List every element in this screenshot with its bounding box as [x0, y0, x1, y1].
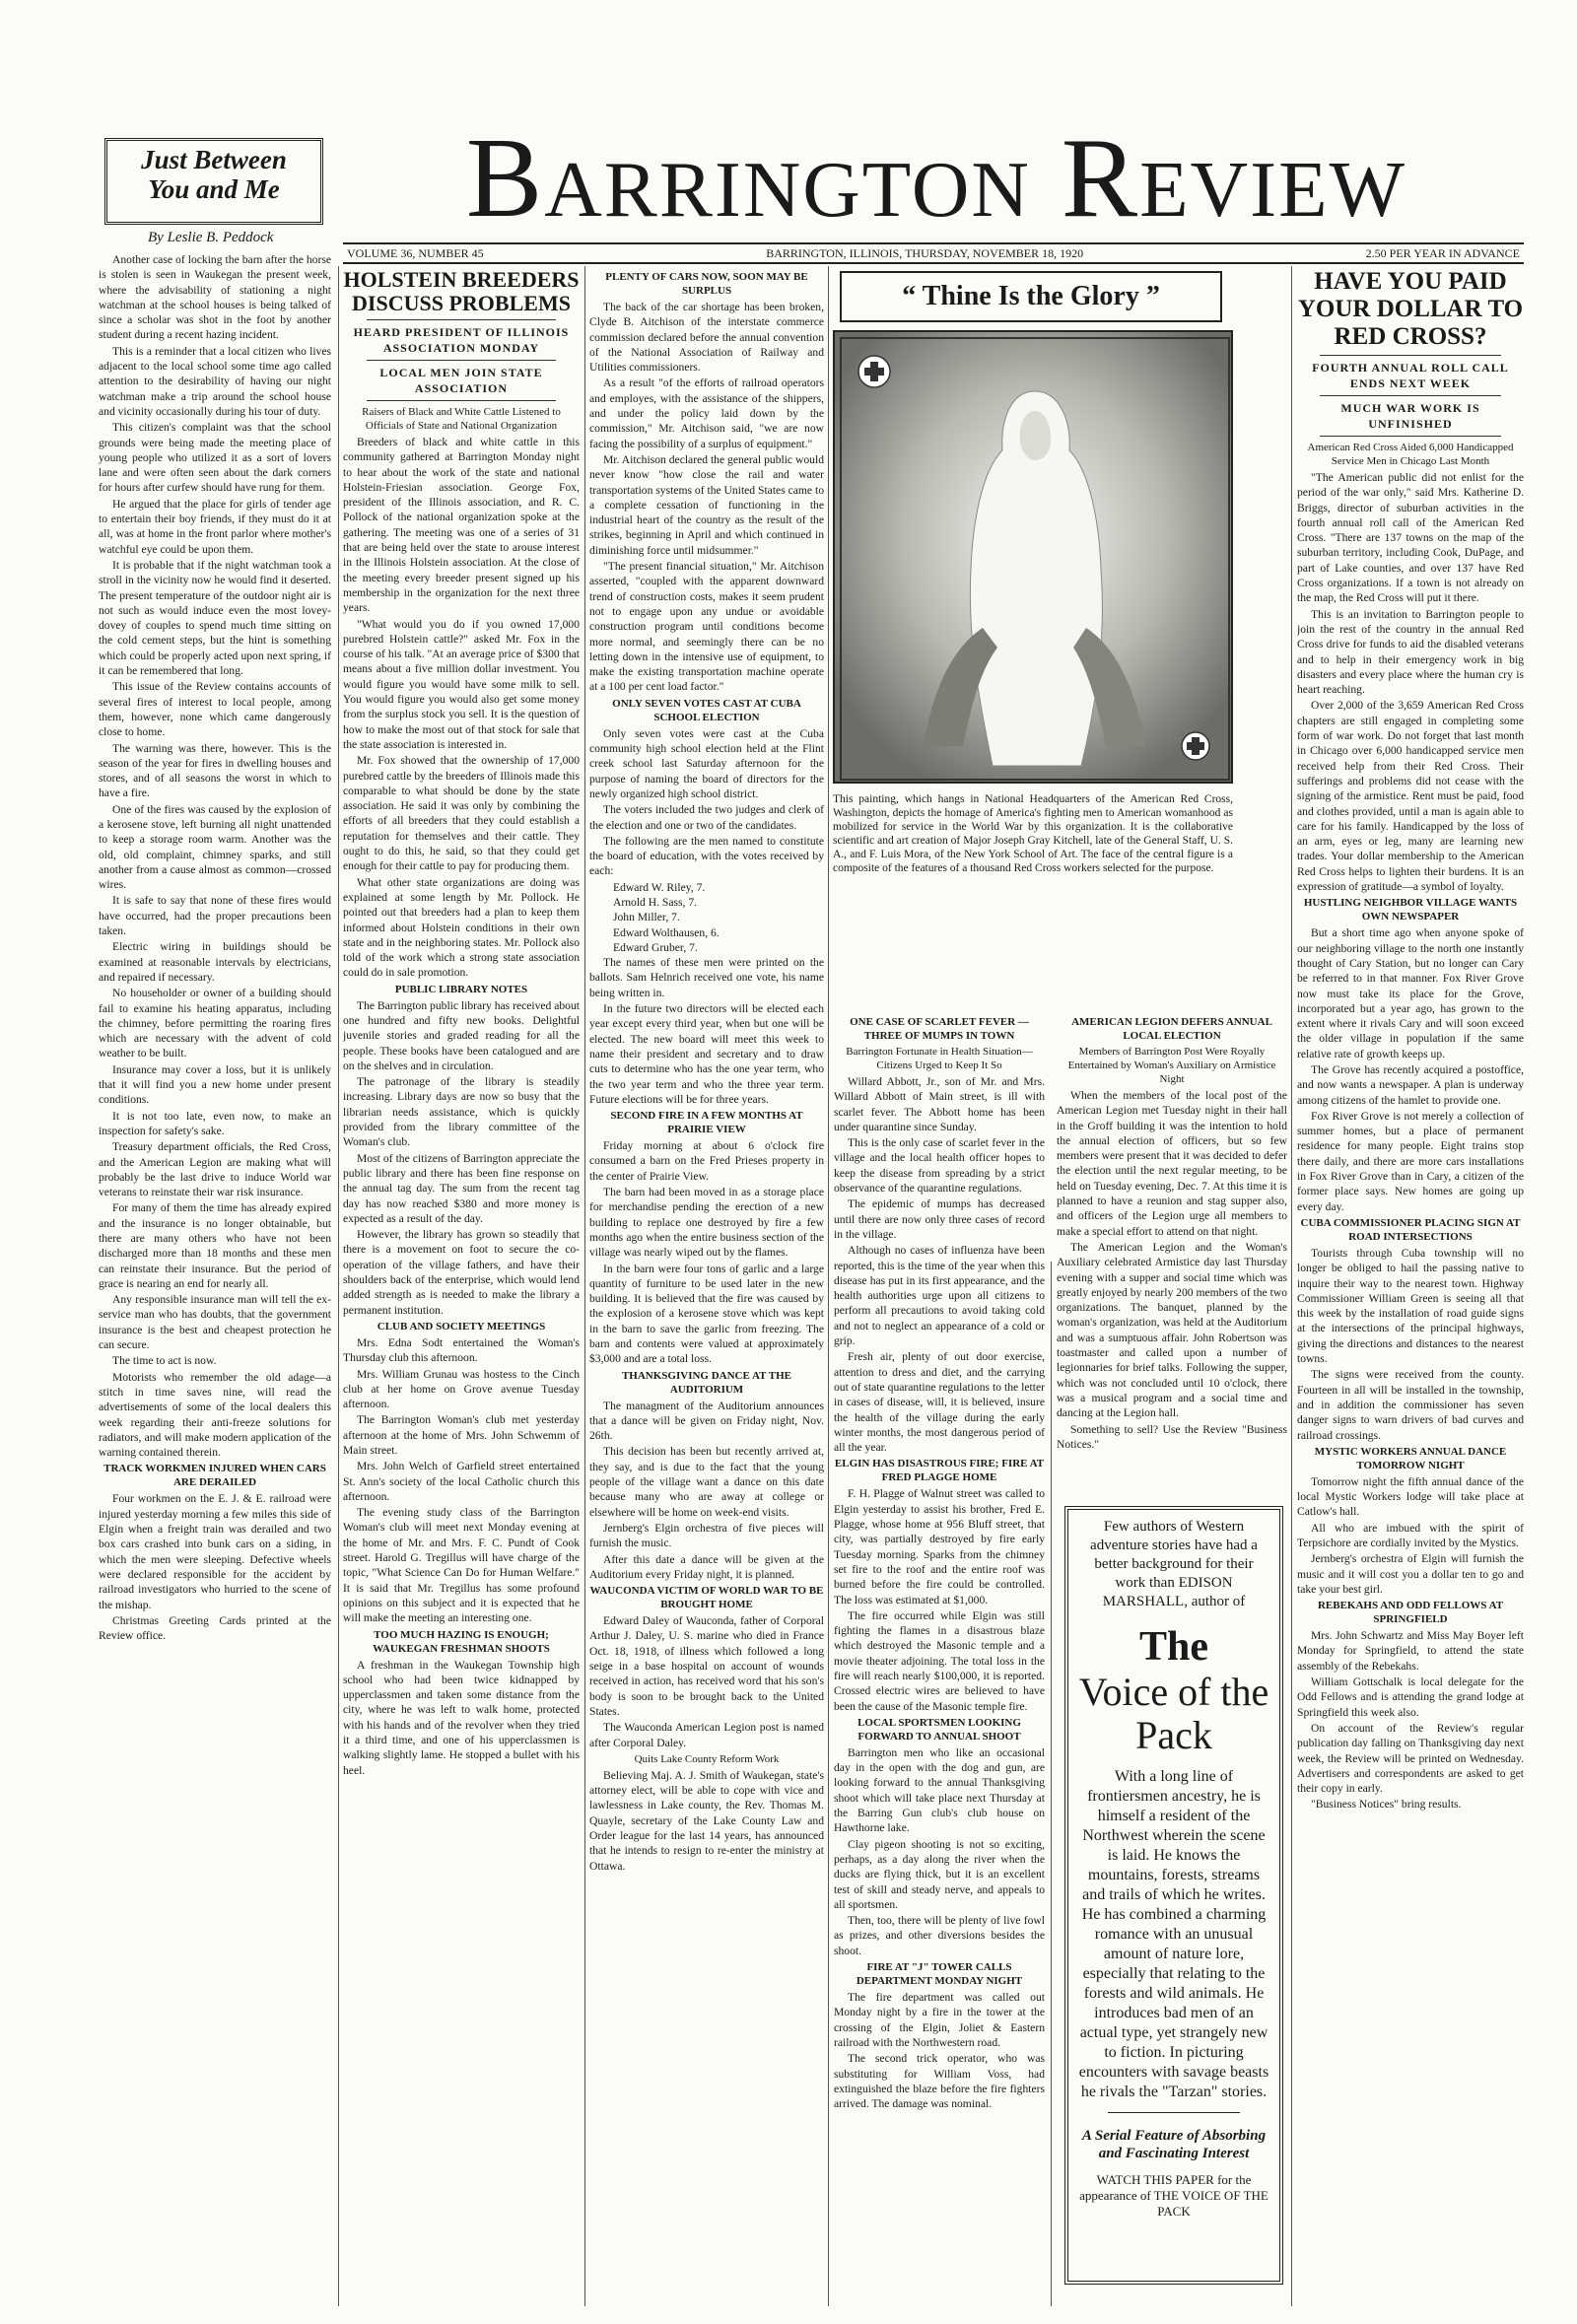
column-cars — [589, 268, 824, 2308]
paragraph: Mr. Fox showed that the ownership of 17,000 purebred cattle by the breeders of Illinois made this comparable to what should be done by the state association. He said it was only by combining the efforts of all breeders that they could establish a reputation for themselves and their cattle. They ought to do this, he said, so that they could get enough for their cattle to pay for producing them. — [343, 754, 580, 873]
paragraph: Mrs. John Schwartz and Miss May Boyer left Monday for Springfield, to attend the state assembly of the Rebekahs. — [1297, 1629, 1524, 1673]
column-title-line2: You and Me — [148, 174, 280, 204]
paragraph: William Gottschalk is local delegate for the Odd Fellows and is attending the grand lodge at Springfield this week also. — [1297, 1675, 1524, 1719]
paragraph: The Wauconda American Legion post is named after Corporal Daley. — [589, 1721, 824, 1749]
paragraph: Willard Abbott, Jr., son of Mr. and Mrs. Willard Abbott of Main street, is ill with scarlet fever. The Abbott home has been under quarantine since Sunday. — [834, 1075, 1045, 1133]
dateline — [343, 242, 1524, 264]
paragraph: "The present financial situation," Mr. Aitchison asserted, "coupled with the apparent downward trend of construction costs, makes it seem prudent not to engage upon any undue or avoidable construction program until conditions become more normal, and seemingly there can be no letting down in the intensive use of equipment, to make the existing transportation machine operate at a 100 per cent load factor." — [589, 560, 824, 694]
subhead: MUCH WAR WORK IS UNFINISHED — [1340, 401, 1480, 431]
paragraph: The time to act is now. — [112, 1354, 217, 1368]
headline-cuba-election: ONLY SEVEN VOTES CAST AT CUBA SCHOOL ELECTION — [612, 697, 801, 723]
divider — [1320, 395, 1501, 396]
divider — [1108, 2112, 1240, 2113]
paragraph: He argued that the place for girls of tender age to entertain their boy friends, if they must do it at all, was at home in the front parlor where mother's watchful eye could be upon them. — [99, 497, 331, 556]
paragraph: Over 2,000 of the 3,659 American Red Cross chapters are still engaged in completing some form of war work. Do not forget that last month in Chicago over 6,000 handicapped service men received help from their Red Cross. Their sufferings and problems did not cease with the signing of the armistice. Rent must be paid, food and clothes provided, until a man is again able to care for his family. Handicapped by the loss of an arm, eyes or leg, many are learning new trades. Your dollar membership to the American Red Cross helps to lighten their burdens. It is an expression of gratitude—a symbol of loyalty. — [1297, 699, 1524, 894]
list-item: Edward Wolthausen, 6. — [613, 925, 720, 939]
paragraph: Fox River Grove is not merely a collection of summer homes, but a place of permanent residence for many people. Eight trains stop there daily, and there are more cars installations in Fox River Grove than in Cary, a citizen of the former place says. New homes are going up every day. — [1297, 1109, 1524, 1213]
paragraph: The signs were received from the county. Fourteen in all will be installed in the township, and in addition the commissioner has seven danger signs to warn drivers of bad curves and railroad crossings. — [1297, 1368, 1524, 1442]
list-item: Edward W. Riley, 7. — [613, 880, 706, 894]
paragraph: Christmas Greeting Cards printed at the Review office. — [99, 1613, 331, 1643]
headline-library: PUBLIC LIBRARY NOTES — [394, 983, 528, 995]
headline-cars: PLENTY OF CARS NOW, SOON MAY BE SURPLUS — [605, 271, 808, 297]
deck: Members of Barrington Post Were Royally Entertained by Woman's Auxiliary on Armistice Night — [1067, 1046, 1276, 1085]
column-red-cross — [1297, 268, 1524, 2308]
paragraph: It is not too late, even now, to make an inspection for safety's sake. — [99, 1109, 331, 1137]
paragraph: A freshman in the Waukegan Township high school who had been twice kidnapped by upperclassmen and taken some distance from the city, where he was left to walk home, protected with his hands and of the revolver when they tried it a third time, and one of his upperclassmen is walking slightly lame. He stopped a bullet with his heel. — [343, 1658, 580, 1777]
masthead: Barrington Review — [465, 115, 1407, 241]
paragraph: Most of the citizens of Barrington appreciate the public library and there has been fine response on the annual tag day. The sum from the recent tag day has now reached $380 and more money is expected as a result of the day. — [343, 1151, 580, 1225]
paragraph: Mrs. William Grunau was hostess to the Cinch club at her home on Grove avenue Tuesday afternoon. — [343, 1367, 580, 1411]
paragraph: After this date a dance will be given at the Auditorium every Friday night, it is planned. — [589, 1552, 824, 1581]
headline-neighbor-village: HUSTLING NEIGHBOR VILLAGE WANTS OWN NEWSPAPER — [1303, 897, 1518, 923]
paragraph: The fire department was called out Monday night by a fire in the tower at the crossing of the Elgin, Joliet & Eastern railroad with the Northwestern road. — [834, 1991, 1045, 2049]
paragraph: Friday morning at about 6 o'clock fire consumed a barn on the Fred Prieses property in the center of Prairie View. — [589, 1139, 824, 1183]
column-health — [834, 1013, 1045, 2306]
paragraph: What other state organizations are doing was explained at some length by Mr. Pollock. He pointed out that breeders had a plan to keep them informed about Holstein conditions in their own state and in the neighboring states. Mr. Pollock also told of the work which a strong state association could do in sale promotion. — [343, 875, 580, 980]
vote-list — [589, 880, 824, 955]
headline-thanksgiving-dance: THANKSGIVING DANCE AT THE AUDITORIUM — [621, 1369, 792, 1396]
deck: Raisers of Black and White Cattle Listened to Officials of State and National Organization — [362, 406, 561, 432]
paragraph: The names of these men were printed on the ballots. Sam Helnrich received one vote, his name being written in. — [589, 956, 824, 999]
deck: American Red Cross Aided 6,000 Handicapped Service Men in Chicago Last Month — [1307, 442, 1514, 467]
headline-rebekahs: REBEKAHS AND ODD FELLOWS AT SPRINGFIELD — [1317, 1600, 1504, 1626]
paragraph: The voters included the two judges and clerk of the election and one or two of the candidates. — [589, 803, 824, 832]
column-rule — [1291, 266, 1292, 2306]
paragraph: Four workmen on the E. J. & E. railroad were injured yesterday morning a few miles this side of Elgin when a freight train was derailed and two box cars crashed into bunk cars on a siding, in which the men were sleeping. Defective wheels were declared responsible for the accident by railroad investigators who hurried to the scene of the mishap. — [99, 1492, 331, 1611]
paragraph: One of the fires was caused by the explosion of a kerosene stove, left burning all night unattended to keep a storage room warm. Another was the old, old complaint, chimney sparks, and still another from a cause almost as common—crossed wires. — [99, 802, 331, 892]
headline-hazing: TOO MUCH HAZING IS ENOUGH; WAUKEGAN FRESHMAN SHOOTS — [373, 1628, 550, 1655]
divider — [1320, 355, 1501, 356]
paragraph: The second trick operator, who was substituting for William Voss, had extinguished the blaze before the fire fighters arrived. The damage was nominal. — [834, 2052, 1045, 2111]
list-item: Arnold H. Sass, 7. — [613, 895, 698, 909]
paragraph: This is an invitation to Barrington people to join the rest of the country in the annual Red Cross drive for funds to aid the disabled veterans and to help in their emergency work in big disasters and every place where the human cry is heart reaching. — [1297, 607, 1524, 697]
list-item: Edward Gruber, 7. — [613, 940, 698, 954]
headline-cuba-signs: CUBA COMMISSIONER PLACING SIGN AT ROAD INTERSECTIONS — [1300, 1216, 1521, 1243]
volume-number: VOLUME 36, NUMBER 45 — [347, 245, 484, 260]
paragraph: For many of them the time has already expired and the insurance is no longer obtainable, but there are many others who have not been discharged more than 18 months and these men can reinstate their insurance. But the period of grace is nearing an end for nearly all. — [99, 1201, 331, 1290]
column-just-between — [99, 252, 331, 2307]
painting-illustration — [835, 332, 1233, 784]
column-legion — [1057, 1013, 1287, 1501]
column-rule — [828, 266, 829, 2306]
paragraph: This issue of the Review contains accounts of several fires of interest to local people, among them, however, none which came dangerously close to home. — [99, 680, 331, 739]
paragraph: In the barn were four tons of garlic and a large quantity of furniture to be used later in the new building. It is believed that the fire was caused by the explosion of a kerosene stove which was kept in the barn to save the garlic from freezing. The barn and contents were valued at approximately $3,000 and are a total loss. — [589, 1262, 824, 1366]
paragraph: The epidemic of mumps has decreased until there are now only three cases of record in the village. — [834, 1197, 1045, 1241]
paragraph: Edward Daley of Wauconda, father of Corporal Arthur J. Daley, U. S. marine who died in France Oct. 18, 1918, of illness which followed a long seige in a base hospital on account of wounds received in action, has received word that his son's body is soon to be brought back to the United States. — [589, 1614, 824, 1718]
divider — [1320, 436, 1501, 437]
paragraph: Believing Maj. A. J. Smith of Waukegan, state's attorney elect, will be able to cope with vice and lawlessness in Lake county, the Rev. Thomas M. Quayle, secretary of the Lake County Law and Order league for the last 14 years, has announced that he intends to resign to re-enter the ministry at Ottawa. — [589, 1768, 824, 1873]
paragraph: The managment of the Auditorium announces that a dance will be given on Friday night, Nov. 26th. — [589, 1399, 824, 1443]
paragraph: Something to sell? Use the Review "Business Notices." — [1057, 1422, 1287, 1451]
paragraph: As a result "of the efforts of railroad operators and employes, with the assistance of the shippers, and under the policy laid down by the commission," Mr. Aitchison said, "we are now facing the possibility of a surplus of equipment." — [589, 376, 824, 450]
headline-scarlet-fever: ONE CASE OF SCARLET FEVER —THREE OF MUMPS IN TOWN — [850, 1016, 1029, 1042]
paragraph: "What would you do if you owned 17,000 purebred Holstein cattle?" asked Mr. Fox in the course of his talk. "At an average price of $300 that means about a five million dollar investment. You would figure you would have some milk to sell. You would figure you would also get some money from the surplus stock you sell. It is the question of how to make the most out of that stock for sale that the state association is interested in. — [343, 617, 580, 751]
headline-track-workmen: TRACK WORKMEN INJURED WHEN CARS ARE DERAILED — [103, 1463, 326, 1489]
ad-intro: Few authors of Western adventure stories have had a better background for their work than EDISON MARSHALL, author of — [1090, 1519, 1258, 1609]
paragraph: It is safe to say that none of these fires would have occurred, had the proper precautions been taken. — [99, 894, 331, 938]
headline-mystic-workers: MYSTIC WORKERS ANNUAL DANCE TOMORROW NIGHT — [1314, 1445, 1507, 1471]
column-byline: By Leslie B. Peddock — [148, 230, 274, 245]
paragraph: Breeders of black and white cattle in this community gathered at Barrington Monday night to hear about the work of the state and national Holstein-Friesian association. George Fox, president of the Illinois association, and R. C. Pollock of the national organization spoke at the gathering. The meeting was one of a series of 31 that are being held over the state to arouse interest in the Illinois Holstein association. At the close of the meeting every breeder present signed up his membership in the organization for the next three years. — [343, 436, 580, 615]
divider — [367, 400, 556, 401]
paragraph: This decision has been but recently arrived at, they say, and is due to the fact that the young people of the village want a dance on this date because many who are away at college or elsewhere will be home on week-end visits. — [589, 1445, 824, 1519]
paragraph: The American Legion and the Woman's Auxiliary celebrated Armistice day last Thursday evening with a supper and social time which was greatly enjoyed by nearly 200 members of the two organizations. The banquet, planned by the woman's organization, was held at the Auditorium and was a sumptuous affair. John Robertson was toastmaster and called upon a number of legionnaries for brief talks. Following the supper, which was not concluded until 10 o'clock, there was a musical program and a social time and dancing at the Legion hall. — [1057, 1240, 1287, 1420]
paragraph: Clay pigeon shooting is not so exciting, perhaps, as a day along the river when the ducks are flying thick, but it is an excellent test of skill and steady nerve, and appeals to all sportsmen. — [834, 1837, 1045, 1911]
red-cross-icon — [1182, 732, 1209, 760]
paragraph: The evening study class of the Barrington Woman's club will meet next Monday evening at the home of Mr. and Mrs. F. C. Pundt of Cook street. Harold G. Tregillus will have charge of the topic, "What Science Can Do for Human Welfare." It is said that Mr. Tregillus has some profound opinions on this subject and it is expected that he will make the meeting an interesting one. — [343, 1506, 580, 1625]
paragraph: "Business Notices" bring results. — [1311, 1798, 1462, 1811]
paragraph: The fire occurred while Elgin was still fighting the flames in a disastrous blaze which destroyed the Masonic temple and a movie theater adjoining. The total loss in the fire will reach nearly $100,000, it is reported. Crossed electric wires are believed to have been the cause of the Masonic temple fire. — [834, 1608, 1045, 1713]
deck: Barrington Fortunate in Health Situation—Citizens Urged to Keep It So — [846, 1046, 1033, 1071]
column-title-line1: Just Between — [141, 145, 287, 174]
headline-club: CLUB AND SOCIETY MEETINGS — [377, 1320, 546, 1333]
paragraph: The Barrington Woman's club met yesterday afternoon at the home of Mrs. John Schwemm of Main street. — [343, 1413, 580, 1457]
ad-title-the: The — [1138, 1624, 1208, 1670]
paragraph: Only seven votes were cast at the Cuba community high school election held at the Flint creek school last Saturday afternoon for the purpose of naming the board of directors for the newly organized high school district. — [589, 726, 824, 800]
paragraph: Although no cases of influenza have been reported, this is the time of the year when this disease has put in its first appearance, and the health authorities urge upon all citizens to perform all precautions to avoid taking cold and not to neglect an appearance of a cold or grip. — [834, 1244, 1045, 1348]
divider — [367, 360, 556, 361]
list-item: John Miller, 7. — [613, 911, 680, 924]
ad-watch: WATCH THIS PAPER for the appearance of THE VOICE OF THE PACK — [1079, 2172, 1268, 2219]
paragraph: F. H. Plagge of Walnut street was called to Elgin yesterday to assist his brother, Fred E. Plagge, whose home at 956 Bluff street, that city, was partially destroyed by fire early Tuesday morning. Sparks from the chimney set fire to the roof and the entire roof was burned before the fire could be controlled. The loss was estimated at $1,000. — [834, 1487, 1045, 1606]
headline-red-cross: HAVE YOU PAID YOUR DOLLAR TO RED CROSS? — [1297, 268, 1524, 350]
ad-title-pack: Pack — [1135, 1713, 1212, 1757]
paragraph: It is probable that if the night watchman took a stroll in the vicinity now he would find it deserted. The present temperature of the outdoor night air is not such as would induce even the most lovey-dovey of couples to spend much time sitting on the cold cement steps, but the hint is something which could be properly acted upon next spring, if it can be remembered that long. — [99, 558, 331, 678]
paragraph: Then, too, there will be plenty of live fowl as prizes, and other diversions besides the shoot. — [834, 1914, 1045, 1957]
paragraph: But a short time ago when anyone spoke of our neighboring village to the north one instantly thought of Cary Station, but no longer can Cary be referred to in that manner. Fox River Grove now must take its place for the Grove, incorporated but a year ago, has grown to the extent where it rivals Cary and will soon exceed the older village in population if the same relative rate of growth keeps up. — [1297, 926, 1524, 1060]
feature-caption: This painting, which hangs in National Headquarters of the American Red Cross, Washington, depicts the homage of America's fighting men to American womanhood as mobilized for service in the World War by this organization. It is the collaborative scientific and art creation of Major Joseph Gray Kitchell, late of the General Staff, U. S. A., and F. Luis Mora, of the New York School of Art. The face of the central figure is a composite of the features of a thousand Red Cross workers selected for the purpose. — [833, 793, 1233, 874]
paragraph: "The American public did not enlist for the period of the war only," said Mrs. Katherine D. Briggs, director of suburban activities in the fourth annual roll call of the American Red Cross. "There are 137 towns on the map of the suburban territory, including Cook, DuPage, and part of Lake counties, and over 137 have Red Cross organizations. If a town is not already on the map, the Red Cross will put it there. — [1297, 471, 1524, 605]
paragraph: Mrs. John Welch of Garfield street entertained St. Ann's society of the local Catholic church this afternoon. — [343, 1460, 580, 1503]
paragraph: The Grove has recently acquired a postoffice, and now wants a newspaper. A plan is underway among citizens of the hamlet to provide one. — [1297, 1062, 1524, 1107]
paragraph: The Barrington public library has received about one hundred and fifty new books. Delightful juvenile stories and graded reading for all the people. These books have been catalogued and are on the shelves and in circulation. — [343, 998, 580, 1072]
paragraph: This is the only case of scarlet fever in the village and the local health officer hopes to keep the disease from spreading by a strict observance of the quarantine regulations. — [834, 1136, 1045, 1196]
ad-body: With a long line of frontiersmen ancestry, he is himself a resident of the Northwest wherein the scene is laid. He knows the mountains, forests, streams and trails of which he writes. He has combined a charming romance with an unusual amount of nature lore, especially that relating to the forests and wild animals. He introduces bad men of an actual type, yet strangely new to fiction. In picturing encounters with savage beasts he rivals the "Tarzan" stories. — [1078, 1768, 1269, 2100]
ad-title-voice: Voice of the — [1078, 1670, 1269, 1714]
paragraph: Any responsible insurance man will tell the ex-service man who has doubts, that the government insurance is the best and cheapest protection he can secure. — [99, 1293, 331, 1352]
paragraph: The back of the car shortage has been broken, Clyde B. Aitchison of the interstate commerce commission declared before the annual convention of the National Association of Railway and Utilities commissioners. — [589, 301, 824, 375]
paragraph: On account of the Review's regular publication day falling on Thanksgiving day next week, the Review will be printed on Wednesday. Advertisers and correspondents are asked to get their copy in early. — [1297, 1721, 1524, 1796]
paragraph: Treasury department officials, the Red Cross, and the American Legion are making what will probably be the last drive to induce World war veterans to reinstate their war risk insurance. — [99, 1140, 331, 1199]
headline-reform-work: Quits Lake County Reform Work — [634, 1752, 780, 1765]
paragraph: Tomorrow night the fifth annual dance of the local Mystic Workers lodge will take place at Catlow's hall. — [1297, 1474, 1524, 1519]
paragraph: This is a reminder that a local citizen who lives adjacent to the local school some time ago called attention to the desirability of having our night watchman make a trip around the school house and vicinity occasionally during his tour of duty. — [99, 344, 331, 418]
headline-sportsmen: LOCAL SPORTSMEN LOOKING FORWARD TO ANNUAL SHOOT — [857, 1716, 1021, 1743]
headline-elgin-fire: ELGIN HAS DISASTROUS FIRE; FIRE AT FRED PLAGGE HOME — [834, 1458, 1045, 1484]
paragraph: This citizen's complaint was that the school grounds were being made the meeting place of young people who utilized it as a sort of lovers lane and were often seen about the dark corners for hours after curfew should have rung for them. — [99, 421, 331, 495]
divider — [367, 319, 556, 320]
subhead: LOCAL MEN JOIN STATE ASSOCIATION — [379, 366, 543, 395]
paragraph: Insurance may cover a loss, but it is unlikely that it will find you a new home under present conditions. — [99, 1062, 331, 1107]
paragraph: When the members of the local post of the American Legion met Tuesday night in their hall in the Groff building it was the intention to hold the annual election of officers, but so few members were present that it was decided to defer the election until the next regular meeting, to be held on Tuesday evening, Dec. 7. At this time it is planned to have a reunion and stag supper also, and officers of the Legion urge all members to make a special effort to attend on that night. — [1057, 1089, 1287, 1238]
paragraph: Jernberg's Elgin orchestra of five pieces will furnish the music. — [589, 1521, 824, 1550]
ad-serial: A Serial Feature of Absorbing and Fascinating Interest — [1081, 2128, 1267, 2161]
headline-prairie-view: SECOND FIRE IN A FEW MONTHS AT PRAIRIE VIEW — [610, 1110, 803, 1136]
column-title-box — [104, 138, 323, 225]
paragraph: Mrs. Edna Sodt entertained the Woman's Thursday club this afternoon. — [343, 1335, 580, 1365]
headline-holstein: HOLSTEIN BREEDERS DISCUSS PROBLEMS — [343, 268, 580, 315]
column-holstein — [343, 268, 580, 2308]
paragraph: Barrington men who like an occasional day in the open with the dog and gun, are looking forward to the annual Thanksgiving shoot which will take place next Thursday at the Barring Gun club's club house on Hawthorne lake. — [834, 1745, 1045, 1835]
subscription-price: 2.50 PER YEAR IN ADVANCE — [1365, 245, 1520, 260]
paragraph: The warning was there, however. This is the season of the year for fires in dwelling houses and stores, and of all seasons the worst in which to have a fire. — [99, 741, 331, 800]
red-cross-painting — [833, 330, 1233, 784]
subhead: HEARD PRESIDENT OF ILLINOIS ASSOCIATION MONDAY — [353, 325, 570, 355]
red-cross-icon — [858, 356, 890, 387]
headline-j-tower: FIRE AT "J" TOWER CALLS DEPARTMENT MONDAY NIGHT — [856, 1961, 1023, 1988]
paragraph: The patronage of the library is steadily increasing. Library days are now so busy that the librarian needs assistance, which is quickly provided from the library committee of the Woman's club. — [343, 1075, 580, 1149]
paragraph: Fresh air, plenty of out door exercise, attention to dress and diet, and the carrying out of state quarantine regulations to the letter in cases of disease, will, it is believed, insure the health of the village during the early winter months, the most dangerous period of all the year. — [834, 1350, 1045, 1455]
paragraph: Electric wiring in buildings should be examined at reasonable intervals by electricians, and repaired if necessary. — [99, 940, 331, 984]
paragraph: The barn had been moved in as a storage place for merchandise pending the erection of a new building to replace one destroyed by fire a few months ago when the entire business section of the village was nearly wiped out by the flames. — [589, 1186, 824, 1260]
paragraph: Motorists who remember the old adage—a stitch in time saves nine, will read the advertisements of some of the local dealers this week regarding their anti-freeze solutions for radiators, and will make modern application of the warning contained therein. — [99, 1370, 331, 1460]
headline-wauconda: WAUCONDA VICTIM OF WORLD WAR TO BE BROUGHT HOME — [589, 1585, 824, 1611]
headline-legion: AMERICAN LEGION DEFERS ANNUAL LOCAL ELECTION — [1071, 1016, 1272, 1042]
column-rule — [1051, 1262, 1052, 2306]
paragraph: Mr. Aitchison declared the general public would never know "how close the rail and water transportation systems of the United States came to a complete cessation of functioning in the industrial heart of the country as the result of the strikes, beginning in April and which continued in diminishing force until midsummer." — [589, 452, 824, 557]
advertisement-voice-of-the-pack — [1064, 1506, 1283, 2285]
subhead: FOURTH ANNUAL ROLL CALL ENDS NEXT WEEK — [1312, 361, 1509, 390]
place-date: BARRINGTON, ILLINOIS, THURSDAY, NOVEMBER 18, 1920 — [766, 245, 1084, 260]
column-rule — [584, 266, 585, 2306]
column-rule — [338, 266, 339, 2306]
paragraph: No householder or owner of a building should fail to examine his heating apparatus, including the chimney, before permitting the roaring fires which are necessary with the advent of cold weather to be built. — [99, 987, 331, 1060]
feature-title: “ Thine Is the Glory ” — [840, 271, 1222, 322]
paragraph: Another case of locking the barn after the horse is stolen is seen in Waukegan the present week, where the advisability of stationing a night watchman at the school houses is being talked of since a scholar was shot in the foot by another student during a recent hazing incident. — [99, 253, 331, 342]
paragraph: However, the library has grown so steadily that there is a movement on foot to secure the co-operation of the village fathers, and have their shoulders back of the enterprise, which would lend added strength as is needed to make the library a permanent institution. — [343, 1228, 580, 1317]
paragraph: Tourists through Cuba township will no longer be obliged to hail the passing native to inquire their way to the nearest town. Highway Commissioner William Green is seeing all that this week by the installation of road guide signs at the intersections of the principal highways, giving the directions and distances to the nearest towns. — [1297, 1246, 1524, 1366]
paragraph: All who are imbued with the spirit of Terpsichore are cordially invited by the Mystics. — [1297, 1521, 1524, 1549]
paragraph: Jernberg's orchestra of Elgin will furnish the music and it will cost you a dollar ten to go and take your best girl. — [1297, 1552, 1524, 1596]
paragraph: The following are the men named to constitute the board of education, with the votes received by each: — [589, 834, 824, 878]
paragraph: In the future two directors will be elected each year except every third year, when but one will be elected. The new board will meet this week to name their president and secretary and to draw cuts to determine who has the one year term, who the two year term and who the three year term. Future elections will be for three years. — [589, 1002, 824, 1106]
